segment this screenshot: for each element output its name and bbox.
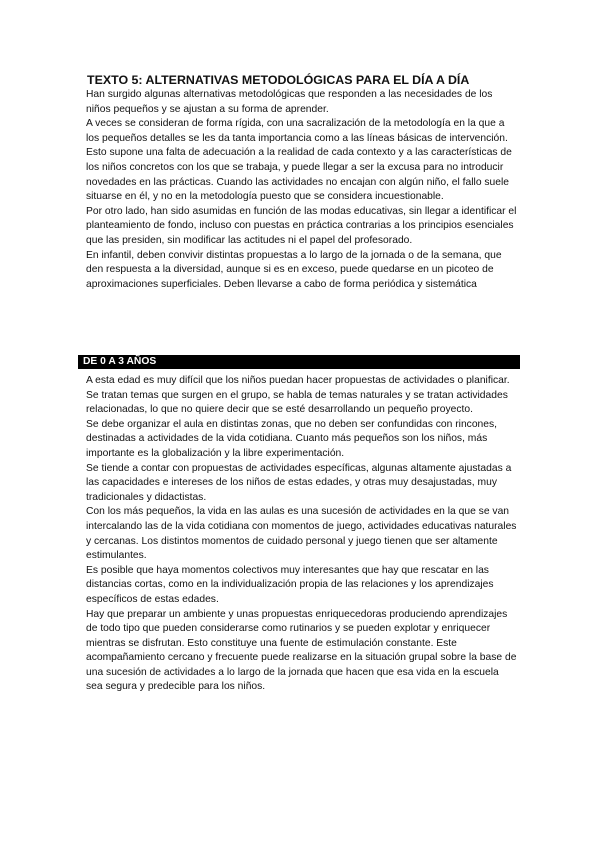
intro-paragraph-1: Han surgido algunas alternativas metodológicas que responden a las necesidades de los niños pequeños y se ajustan a su forma de aprender. <box>86 89 493 115</box>
intro-paragraph-3: Por otro lado, han sido asumidas en función de las modas educativas, sin llegar a identificar el planteamiento de fondo, incluso con puestas en práctica contrarias a los principios esenciales que las presiden, sin modificar las actitudes ni el papel del profesorado. <box>86 205 517 246</box>
section-paragraph-3: Se tiende a contar con propuestas de actividades específicas, algunas altamente ajustadas a las capacidades e intereses de los niños de estas edades, y otras muy desajustadas, muy tradicionales y didactistas. <box>86 462 512 503</box>
section-heading: DE 0 A 3 AÑOS <box>78 355 520 369</box>
section-paragraph-1: A esta edad es muy difícil que los niños puedan hacer propuestas de actividades o planificar. Se tratan temas que surgen en el grupo, se habla de temas naturales y se tratan actividades relacionadas, lo que no quiere decir que se esté desarrollando un pequeño proyecto. <box>86 375 510 416</box>
section-paragraph-4: Con los más pequeños, la vida en las aulas es una sucesión de actividades en la que se van intercalando las de la vida cotidiana con momentos de juego, actividades educativas naturales y cercanas. Los distintos momentos de cuidado personal y juego tienen que ser altamente estimulantes. <box>86 506 517 562</box>
section-paragraph-6: Hay que preparar un ambiente y unas propuestas enriquecedoras produciendo aprendizajes de todo tipo que pueden considerarse como rutinarios y se pueden explotar y enriquecer mientras se disfrutan. Esto constituye una fuente de estimulación constante. Este acompañamiento cercano y frecuente puede realizarse en la situación grupal sobre la base de una sucesión de actividades a lo largo de la jornada que hacen que esa vida en la escuela sea segura y predecible para los niños. <box>86 608 517 693</box>
intro-paragraph-2: A veces se consideran de forma rígida, con una sacralización de la metodología en la que a los pequeños detalles se les da tanta importancia como a las líneas básicas de intervención. Esto supone una falta de adecuación a la realidad de cada contexto y a las características de los niños concretos con los que se trabaja, y puede llegar a ser la excusa para no introducir novedades en las prácticas. Cuando las actividades no encajan con algún niño, el fallo suele situarse en él, y no en la metodología puesto que se considera incuestionable. <box>86 118 512 203</box>
section-paragraph-5: Es posible que haya momentos colectivos muy interesantes que hay que rescatar en las distancias cortas, como en la individualización propia de las relaciones y los aprendizajes específicos de estas edades. <box>86 564 494 605</box>
intro-paragraph-4: En infantil, deben convivir distintas propuestas a lo largo de la jornada o de la semana, que den respuesta a la diversidad, aunque si es en exceso, puede quedarse en un picoteo de aproximaciones superficiales. Deben llevarse a cabo de forma periódica y sistemática <box>86 249 502 290</box>
age-section-body <box>86 374 518 695</box>
intro-section <box>86 88 518 292</box>
section-paragraph-2: Se debe organizar el aula en distintas zonas, que no deben ser confundidas con rincones, destinadas a actividades de la vida cotidiana. Cuanto más pequeños son los niños, más importante es la globalización y la libre experimentación. <box>86 418 498 459</box>
page-title: TEXTO 5: ALTERNATIVAS METODOLÓGICAS PARA EL DÍA A DÍA <box>87 73 470 87</box>
